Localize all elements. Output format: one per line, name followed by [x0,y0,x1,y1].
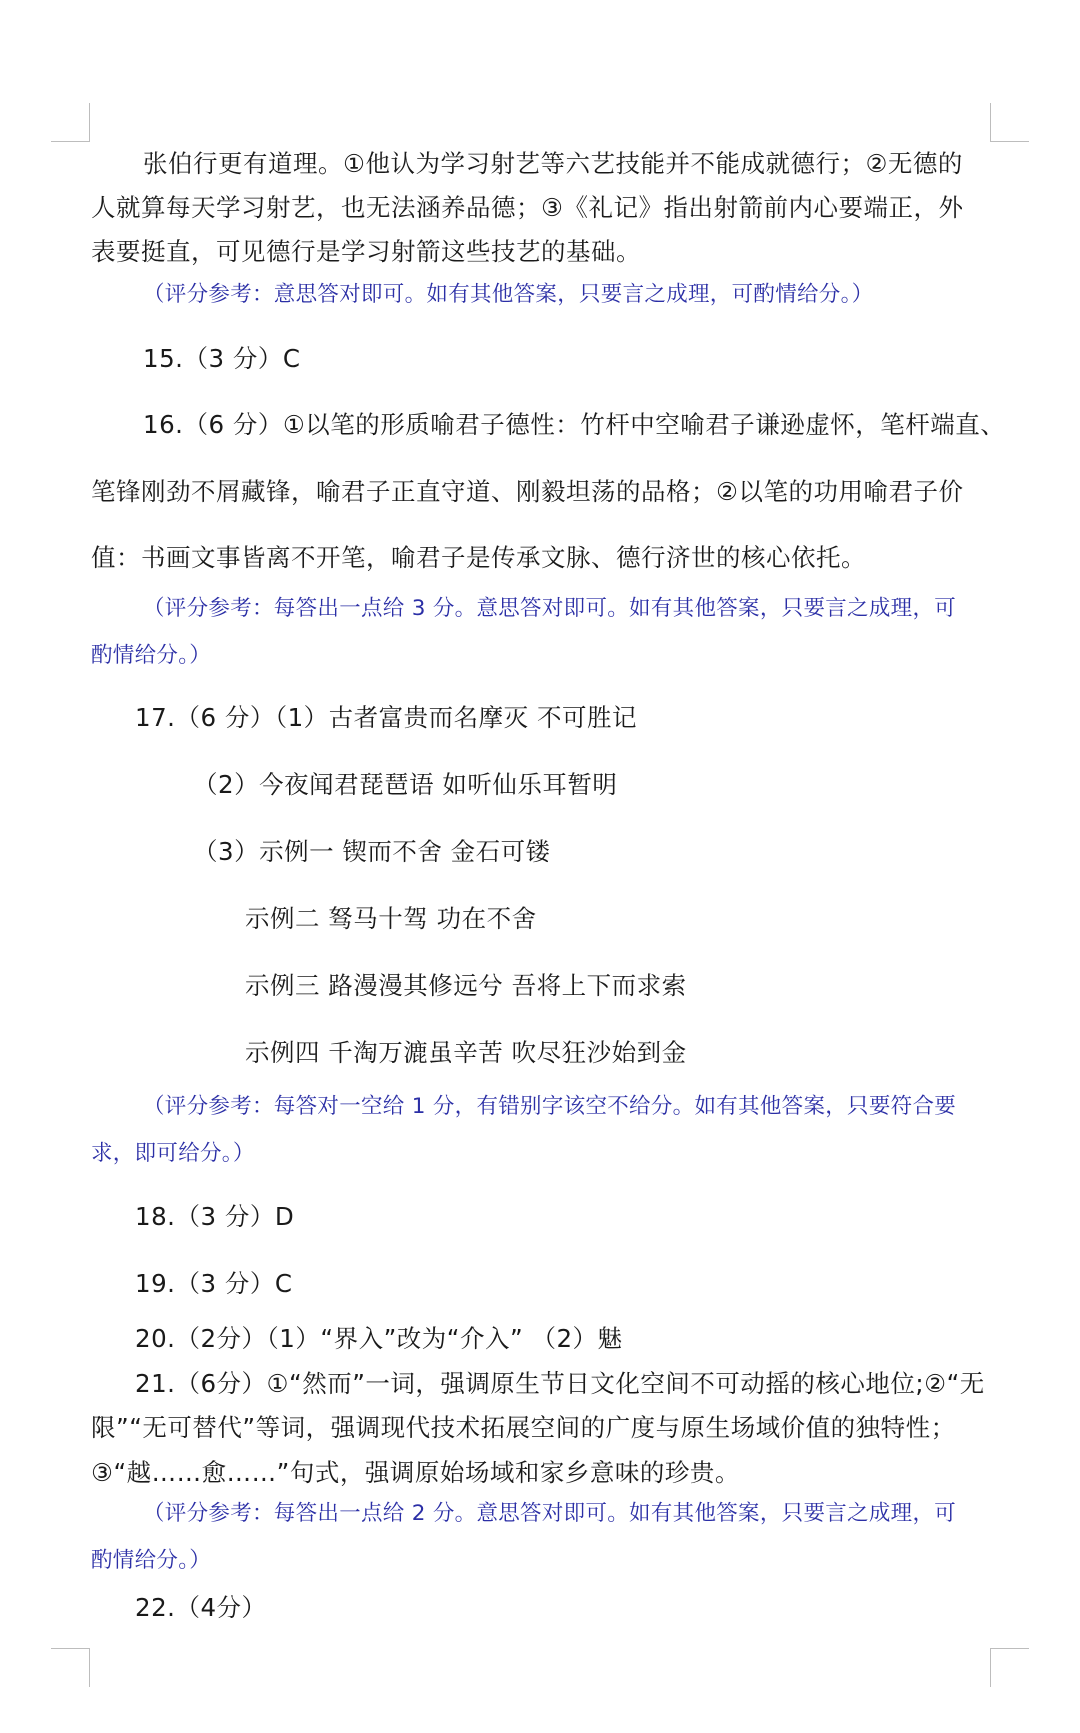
answer-16-line-3: 值：书画文事皆离不开笔，喻君子是传承文脉、德行济世的核心依托。 [91,543,866,572]
answer-21-line-1: 21.（6分）①“然而”一词，强调原生节日文化空间不可动摇的核心地位;②“无 [135,1369,985,1398]
crop-mark-top-left [51,103,90,142]
answer-14-line-2: 人就算每天学习射艺，也无法涵养品德；③《礼记》指出射箭前内心要端正，外 [91,193,964,222]
answer-16-scoring-note-2: 酌情给分。） [91,643,212,668]
answer-21-line-3: ③“越……愈……”句式，强调原始场域和家乡意味的珍贵。 [91,1458,740,1487]
answer-21-scoring-note-1: （评分参考：每答出一点给 2 分。意思答对即可。如有其他答案，只要言之成理，可 [143,1501,957,1526]
answer-17-scoring-note-1: （评分参考：每答对一空给 1 分，有错别字该空不给分。如有其他答案，只要符合要 [143,1094,957,1119]
answer-16-scoring-note-1: （评分参考：每答出一点给 3 分。意思答对即可。如有其他答案，只要言之成理，可 [143,596,957,621]
crop-mark-bottom-right [990,1648,1029,1687]
answer-20: 20.（2分）（1）“界入”改为“介入” （2）魅 [135,1324,623,1353]
answer-17-scoring-note-2: 求，即可给分。） [91,1141,255,1166]
answer-14-line-3: 表要挺直，可见德行是学习射箭这些技艺的基础。 [91,237,641,266]
answer-21-scoring-note-2: 酌情给分。） [91,1548,212,1573]
answer-19: 19.（3 分）C [135,1269,293,1298]
answer-22: 22.（4分） [135,1593,267,1622]
answer-16-line-1: 16.（6 分）①以笔的形质喻君子德性：竹杆中空喻君子谦逊虚怀，笔杆端直、 [143,410,1006,439]
answer-14-scoring-note: （评分参考：意思答对即可。如有其他答案，只要言之成理，可酌情给分。） [143,282,874,307]
answer-17-line-5: 示例三 路漫漫其修远兮 吾将上下而求索 [245,971,687,1000]
answer-17-line-6: 示例四 千淘万漉虽辛苦 吹尽狂沙始到金 [245,1038,687,1067]
answer-21-line-2: 限”“无可替代”等词，强调现代技术拓展空间的广度与原生场域价值的独特性； [91,1413,956,1442]
answer-14-line-1: 张伯行更有道理。①他认为学习射艺等六艺技能并不能成就德行；②无德的 [143,149,963,178]
answer-16-line-2: 笔锋刚劲不屑藏锋，喻君子正直守道、刚毅坦荡的品格；②以笔的功用喻君子价 [91,477,964,506]
answer-17-line-3: （3）示例一 锲而不舍 金石可镂 [193,837,551,866]
answer-17-line-1: 17.（6 分）（1）古者富贵而名摩灭 不可胜记 [135,703,637,732]
answer-17-line-2: （2）今夜闻君琵琶语 如听仙乐耳暂明 [193,770,618,799]
crop-mark-bottom-left [51,1648,90,1687]
answer-17-line-4: 示例二 驽马十驾 功在不舍 [245,904,537,933]
answer-18: 18.（3 分）D [135,1202,295,1231]
answer-15: 15.（3 分）C [143,344,301,373]
crop-mark-top-right [990,103,1029,142]
